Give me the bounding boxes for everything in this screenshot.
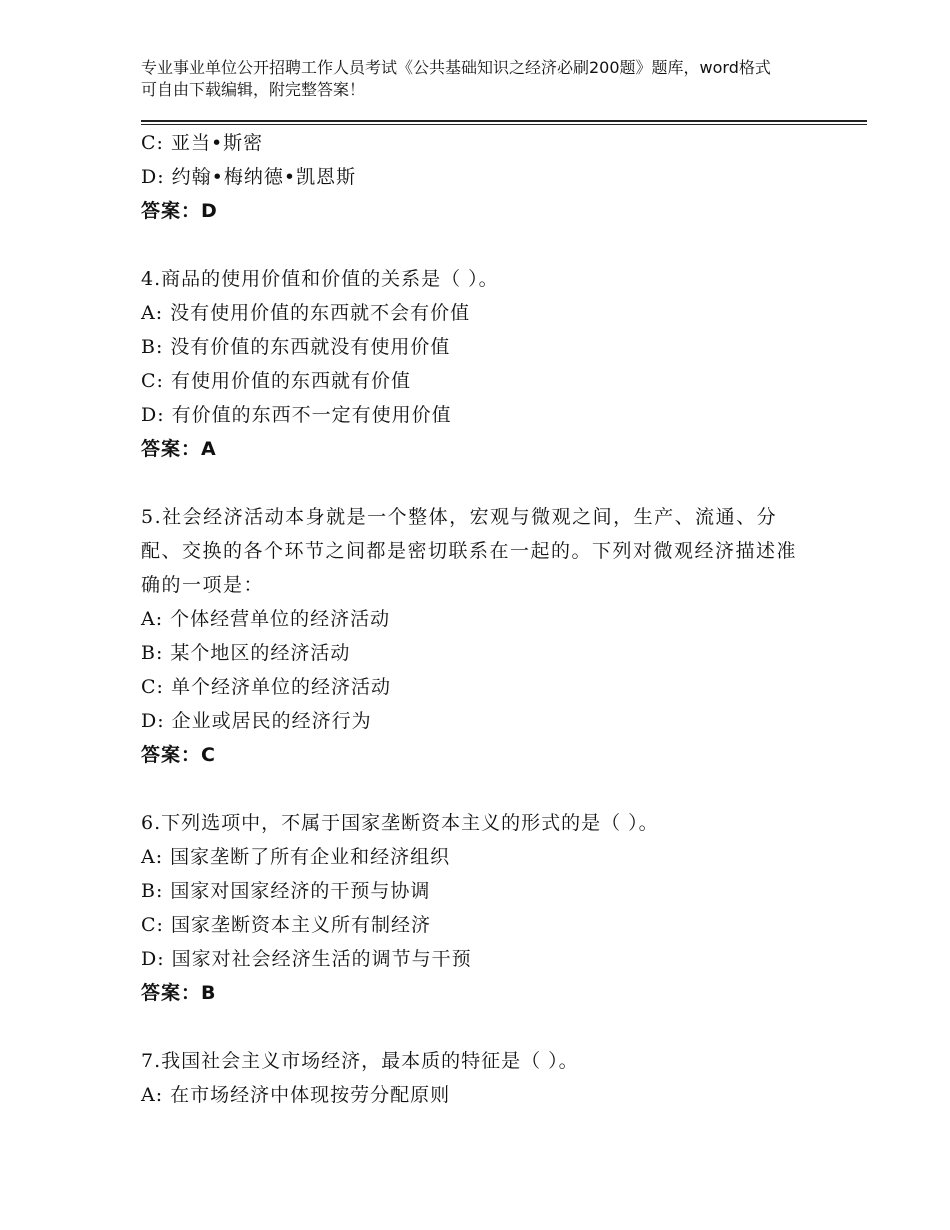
option-d: D: 有价值的东西不一定有使用价值 <box>141 404 452 426</box>
option-c: C: 有使用价值的东西就有价值 <box>141 370 411 392</box>
option-c: C: 国家垄断资本主义所有制经济 <box>141 914 431 936</box>
exam-content <box>141 126 801 1112</box>
answer-line: 答案：B <box>141 982 217 1004</box>
answer-line: 答案：D <box>141 200 218 222</box>
option-b: B: 国家对国家经济的干预与协调 <box>141 880 431 902</box>
option-a: A: 国家垄断了所有企业和经济组织 <box>141 846 451 868</box>
option-c: C: 单个经济单位的经济活动 <box>141 676 391 698</box>
header-rule-thick <box>141 120 867 122</box>
document-header: 专业事业单位公开招聘工作人员考试《公共基础知识之经济必刷200题》题库，word格式可自由下载编辑，附完整答案！ <box>141 58 771 99</box>
spacer <box>141 466 801 500</box>
header-rule-thin <box>141 124 867 125</box>
answer-line: 答案：C <box>141 744 216 766</box>
option-d: D: 企业或居民的经济行为 <box>141 710 372 732</box>
option-d: D: 国家对社会经济生活的调节与干预 <box>141 948 472 970</box>
question-stem: 6.下列选项中，不属于国家垄断资本主义的形式的是（ ）。 <box>141 812 659 834</box>
option-d: D: 约翰•梅纳德•凯恩斯 <box>141 166 357 188</box>
question-stem: 7.我国社会主义市场经济，最本质的特征是（ ）。 <box>141 1050 579 1072</box>
question-stem: 4.商品的使用价值和价值的关系是（ ）。 <box>141 268 499 290</box>
spacer <box>141 772 801 806</box>
option-a: A: 在市场经济中体现按劳分配原则 <box>141 1084 451 1106</box>
option-b: B: 没有价值的东西就没有使用价值 <box>141 336 451 358</box>
answer-line: 答案：A <box>141 438 217 460</box>
spacer <box>141 1010 801 1044</box>
question-stem: 5.社会经济活动本身就是一个整体，宏观与微观之间，生产、流通、分配、交换的各个环节之间都是密切联系在一起的。下列对微观经济描述准确的一项是： <box>141 506 798 596</box>
option-b: B: 某个地区的经济活动 <box>141 642 351 664</box>
option-c: C: 亚当•斯密 <box>141 132 264 154</box>
spacer <box>141 228 801 262</box>
option-a: A: 个体经营单位的经济活动 <box>141 608 391 630</box>
option-a: A: 没有使用价值的东西就不会有价值 <box>141 302 471 324</box>
